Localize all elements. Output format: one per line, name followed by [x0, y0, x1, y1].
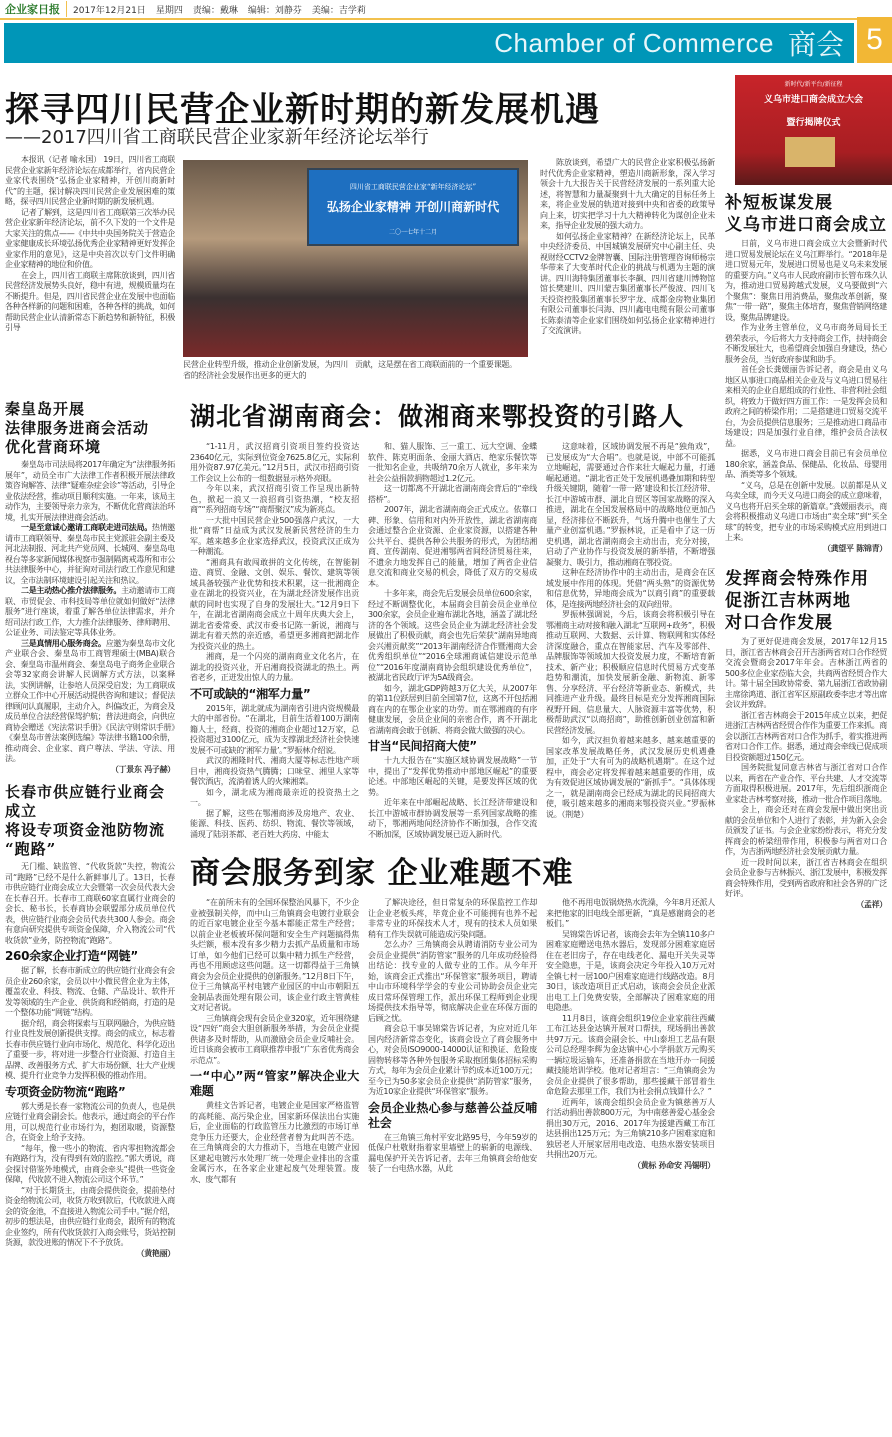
paragraph: 在会上，四川省工商联主席陈放谈到，四川省民营经济发展势头良好，稳中有进，规模质量均在不断提升。但是，四川省民营企业在发展中也面临各种各样新的问题和困难，各种各样的挑战，如何帮助民营企业认清新常态下新趋势和新特征，积极引导 — [5, 270, 175, 332]
subheading: 不可或缺的“湘军力量” — [190, 686, 311, 701]
byline: （龚望平 陈锦青） — [822, 543, 887, 553]
weekday: 星期四 — [155, 5, 183, 16]
paragraph: 记者了解到，这是四川省工商联第三次举办民营企业家新年经济论坛，前不久下发的一个文件是大家关注的焦点——《中共中央国务院关于营造企业家健康成长环境弘扬优秀企业家精神更好发挥企业家作用的意见》，这是中央首次以专门文件明确企业家精神的地位和价值。 — [5, 207, 175, 269]
right-column — [725, 192, 887, 910]
hubei-column-2 — [368, 442, 537, 798]
headline-line: 发挥商会特殊作用 — [725, 569, 869, 589]
paragraph: 据悉，义乌市进口商会目前已有会员单位180余家，涵盖食品、保健品、化妆品、母婴用品、酒类等多个领域。 — [725, 449, 887, 479]
paragraph: 据了解，长春市新成立的供应链行业商会有会员企业260余家，会员以中小微民营企业为主体，覆盖农业、科技、物流、仓储、产品设计、软件开发等领域的生产企业、供货商和经销商，打造的是一个整体功能“网链”结构。 — [5, 966, 175, 1017]
art-credit: 美编：吉学莉 — [311, 5, 366, 16]
paragraph: 如今，湖北GDP跨越3万亿大关，从2007年的第11位跃居到目前全国第7位，这离不开包括湘商在内的在鄂企业家的功劳。而在鄂湘商的有序健康发展，会员企业间的亲密合作，离不开湖北省湖南商会敢于创新、将商会做大做强的决心。 — [368, 683, 537, 735]
left-column — [5, 400, 175, 1259]
lead-subtitle: ——2017四川省工商联民营企业家新年经济论坛举行 — [5, 127, 429, 148]
subheading: 专项资金防物流“跑路” — [5, 1084, 126, 1099]
section-title-en: Chamber of Commerce — [494, 27, 774, 58]
subheading: 一“中心”两“管家”解决企业大难题 — [190, 1069, 359, 1098]
paragraph: 湘商，是一个闪亮的湖南商业文化名片，在湖北的投资兴业，开启湘商投资湖北的热土。两省老乡，正迸发出惊人的力量。 — [190, 652, 359, 682]
paragraph: 商会总干事吴锦棠告诉记者，为应对近几年国内经济新常态变化，该商会设立了商会服务中心，对会员ISO9000-14000认证和换证、危险废固物转移等各种外包服务采取抱团集体招标采购方式，每年为会员企业累计节约成本近100万元；至今已为50多家会员企业提供“消防管家”服务，为近10家企业提供“环保管家”服务。 — [368, 1024, 537, 1096]
yiwu-body — [725, 239, 887, 554]
zhongshan-column-1 — [190, 898, 359, 1185]
paragraph: 一大批中国民营企业500强落户武汉，一大批“商帮”日益成为武汉发展新民营经济的生力军。越来越多企业家选择武汉，投资武汉正成为一种潮流。 — [190, 515, 359, 556]
paragraph: 罗振林强调说，今后，该商会将积极引导在鄂湘商主动对接和融入湖北“互联网+政务”，积极推动互联网、大数据、云计算、物联网和实体经济深度融合，重点在智能家居、汽车及零部件、品牌服饰等领域加大投资发展力度，不断培育新技术、新产业；积极顺应信息时代贸易方式变革趋势和潮流，加快发展新金融、新物流、新零售、分享经济、平台经济等新业态、新模式，共同推进产业升级。最终目标是充分发挥湘商国际视野开阔、信息量大、人脉资源丰富等优势，积极帮助武汉“以商招商”，助推创新创业创富和新民营经济发展。 — [546, 610, 715, 735]
paragraph: “1-11月，武汉招商引资项目签约投资达23640亿元，实际到位资金7625.8亿元，实际利用外资87.97亿美元。”12月5日，武汉市招商引资工作会议上公布的一组数据显示格外亮眼。 — [190, 442, 359, 483]
paragraph: 在三角镇三角村平安北路95号，今年59岁的低保户杜敬财指着家里墙壁上的崭新的电源线、漏电保护开关告诉记者，去年三角镇商会给他安装了一台电热水器，从此 — [368, 1132, 537, 1173]
headline-line: 义乌市进口商会成立 — [725, 215, 887, 235]
paragraph: 武汉的湘隆时代、湘商大厦等标志性地产项目中，湘商投资热气腾腾；口味堂、湘里人家等餐饮酒店，流淌着诱人的火辣湘菜。 — [190, 756, 359, 786]
byline: （丁景东 冯子赫） — [110, 764, 175, 774]
zhongshan-column-3 — [546, 898, 715, 1171]
paragraph: 如今，武汉担负着越来越多、越来越重要的国家改革发展战略任务，武汉发展历史机遇叠加，正处于“大有可为的战略机遇期”。在这个过程中，商会必定将发挥着越来越重要的作用，成为有效促进区域协调发展的“新抓手”。“具体体现之一，就是湖南商会已经成为湖北的民间招商大使，吸引越来越多的湘商来鄂投资兴业。”罗振林说。（荆楚） — [546, 736, 715, 819]
subheading: 会员企业热心参与慈善公益反哺社会 — [368, 1100, 537, 1130]
headline-line: 法律服务进商会活动 — [5, 419, 150, 437]
lead-in: 三是真情用心服务商会。 — [21, 638, 106, 648]
subheading: 甘当“民间招商大使” — [368, 739, 477, 753]
zhejiang-body — [725, 637, 887, 910]
paragraph: 11月8日，该商会组织19位企业家前往西藏工布江达县金达镇开展对口帮扶，现场捐出善款共97万元。该商会副会长、中山泰坦工艺品有限公司总经理李辉为金达镇中心小学捐款万元购买一辆垃圾运输车，还准备捐款在当地开办一间援藏技能培训学校。他对记者坦言：“三角镇商会为会员企业提供了很多帮助，那些援藏干部冒着生命危险去那里工作，我们为社会捐点钱算什么？” — [546, 1013, 715, 1096]
changchun-body — [5, 862, 175, 1259]
byline: （黄艳丽） — [136, 1248, 175, 1258]
zhejiang-headline — [725, 568, 887, 634]
editor-credit: 责编：戴琳 — [192, 5, 238, 16]
paragraph: 秦皇岛市司法局将2017年确定为“法律服务拓展年”，动员全市广大法律工作者积极开展法律政策咨询解答、法律“疑难杂症会诊”等活动，引导企业依法经营，推动项目顺利实施。一年来，该局主动作为，主要领导亲力亲为，不断优化营商法治环境，扎实开展法律进商会活动。 — [5, 460, 175, 522]
paragraph — [5, 523, 175, 586]
paragraph — [5, 586, 175, 639]
photo-text: 新时代/新平台/新征程 — [784, 81, 843, 88]
middle-column — [190, 400, 715, 1185]
headline-line: 长春市供应链行业商会成立 — [5, 783, 166, 820]
paragraph: 2015年，湖北就成为湖南省引进内资规模最大的中部省份。“在湖北，目前生活着100万湖南籍人士，经商、投资的湘商企业超过12万家，总投资超过3100亿元，成为支撑湖北经济社会快速发展不可或缺的‘湘军力量’。”罗振林介绍说。 — [190, 703, 359, 755]
headline-line: 将设专项资金池防物流 — [5, 821, 166, 839]
paragraph: 他不再用电饭锅烧热水洗澡，今年8月还派人来把他家的旧电线全部更新，“真是感谢商会的老板们。” — [546, 898, 715, 928]
paragraph: 浙江省吉林商会于2015年成立以来，把促进浙江吉林两省经贸合作作为重要工作来抓。商会以浙江吉林两省对口合作为抓手，着实推进两省对口合作工作。据悉，通过商会牵线已促成项目投资额超过150亿元。 — [725, 710, 887, 762]
paragraph: 如今，湖北成为湘商最亲近的投资热土之一。 — [190, 787, 359, 807]
screen-line-1: 四川省工商联民营企业家“新年经济论坛” — [349, 183, 477, 191]
paragraph: 十多年来，商会先后发展会员单位600余家，经过不断调整优化，本届商会目前会员企业单位300余家，会员企业遍布湖北各地，涵盖了湖北经济的各个领域。这些会员企业为湖北经济社会发展做出了积极贡献，商会也先后荣获“湖南异地商会兴湘贡献奖”“2013年湖南经济合作暨湘商大会优秀组织单位”“2016全球湘商诚信建设示范单位”“2016年度湖南商协会组织建设优秀单位”，被湖北省民政厅评为5A级商会。 — [368, 589, 537, 682]
headline-line: 优化营商环境 — [5, 438, 102, 456]
paragraph — [5, 639, 175, 765]
zhongshan-headline: 商会服务到家 企业难题不难 — [190, 856, 574, 891]
paragraph-text: 应邀为秦皇岛市文化产业联合会、秦皇岛市工商管理硕士(MBA)联合会、秦皇岛市温州商会、秦皇岛电子商务企业联合会等32家商会讲解人民调解方式方法，以案释法，实例讲解，让参培人员深受启发；为工商联成立群众工作中心开展活动提供咨询和建议；督促法律顾问认真履职，主动介入，纠偏改正，为商会及成员单位合法经营保驾护航；普法进商会，向供应商协会赠送《宪法常识手册》《民法守则常识手册》《秦皇岛市普法案例选编》等法律书籍100余册，推动商会、企业家、商户尊法、学法、守法、用法。 — [5, 638, 176, 763]
qinhuangdao-body — [5, 460, 175, 775]
paragraph: 这意味着，区域协调发展不再是“独角戏”，已发展成为“大合唱”。也就是说，中部不可能孤立地崛起，需要通过合作来壮大崛起力量，打通崛起通道。“湖北省正处于发展机遇叠加期和转型升级关键期，随着‘一带一路’建设和长江经济带、长江中游城市群、湖北自贸区等国家战略的深入推进，湖北在全国发展格局中的战略地位更加凸显，经济排位不断跃升，气场升腾中也催生了大量产业创富机遇。”罗振林说，正是看中了这一历史机遇，湖北省湖南商会主动出击，充分对接，启动了产业协作与投资发展的新举措，不断增强凝聚力、吸引力，推动湘商在鄂投资。 — [546, 442, 715, 567]
paragraph-text: 热情邀请市工商联领导、秦皇岛市民主党派驻会副主委及河北法制报、河北共产党员网、长城网、秦皇岛电视台等多家新闻媒体视察市强制隔离戒毒所和市公共法律服务中心，并征询对司法行政工作意见和建议，全市法制环境建设引起关注和热议。 — [5, 523, 176, 585]
paragraph: 近年来在中部崛起战略、长江经济带建设和长江中游城市群协调发展等一系列国家战略的推动下，鄂湘两地间经济协作不断加强，合作交流不断加深，区域协调发展已迈入新时代。 — [368, 798, 537, 839]
lead-caption-b — [355, 360, 525, 371]
paragraph: 了解决途径，但日常复杂的环保监控工作却让企业老板头疼，毕竟企业不可能拥有也养不起非常专业的环保技术人才，现有的技术人员如果稍有工作失误就可能造成污染问题。 — [368, 898, 537, 939]
top-info-bar — [0, 0, 892, 20]
paragraph: “义乌，总是在创新中发展。以前都是从义乌卖全球，而今天义乌进口商会的成立意味着，义乌也将开启买全球的新篇章。”龚媛丽表示，商会将积极推动义乌进口市场由“卖全球”到“买全球”的转变，把专业的市场采购模式应用到进口上来。 — [725, 480, 887, 542]
paragraph: 国务院批复同意吉林省与浙江省对口合作以来，两省在产业合作、平台共建、人才交流等方面取得积极进展。2017年，先后组织浙商企业家赴吉林考察对接，推动一批合作项目落地。 — [725, 763, 887, 804]
zhongshan-body — [190, 898, 715, 1185]
headline-line: 对口合作发展 — [725, 613, 833, 633]
byline: （孟祥） — [856, 899, 887, 909]
lead-headline: 探寻四川民营企业新时期的新发展机遇 — [5, 90, 600, 130]
issue-date: 2017年12月21日 — [73, 5, 146, 16]
lead-caption-a — [183, 360, 348, 381]
caption-text: 民营企业转型升级，推动企业创新发展，为四川省的经济社会发展作出更多的更大的 — [183, 360, 348, 380]
byline: （黄标 孙命安 冯锡明） — [633, 1160, 715, 1170]
screen-line-2: 弘扬企业家精神 开创川商新时代 — [326, 200, 500, 214]
paragraph: 2007年，湖北省湖南商会正式成立。依靠口碑、形象、信用和对内外开放性，湖北省湖南商会通过整合企业资源、企业家资源，以搭建各种公共平台、提供各种公共服务的形式，为团结湘商、宣传湖南、促进湘鄂两省间经济贸易往来，不遗余力地发挥自己的能量，增加了两省企业信息交流和商业交易的机会，降低了双方的交易成本。 — [368, 505, 537, 588]
paragraph: 和、猫人服饰、三一重工、远大空调、金蝶软件、陈克明面条、金丽大酒店、绝家乐餐饮等一批知名企业，共吸纳70余万人就业，多年来为社会公益捐款捐物超过1.2亿元。 — [368, 442, 537, 483]
paragraph: 郭大勇是长春一家物流公司的负责人，也是供应链行业商会副会长。他表示，通过商会的平台作用，可以规范行业市场行为，抱团取暖，资源整合，在资金上给予支持。 — [5, 1101, 175, 1142]
lead-in: 二是主动热心推介法律服务。 — [21, 586, 122, 595]
paragraph: 这种在经济协作中的主动出击，是商会在区域发展中作用的体现。凭借“两头熟”的资源优势和信息优势，异地商会成为“以商引商”的重要载体，是连接两地经济社会的双向纽带。 — [546, 568, 715, 609]
screen-line-3: 二〇一七年十二月 — [388, 229, 437, 236]
lead-column-3 — [540, 158, 715, 337]
paragraph: 怎么办？三角镇商会从聘请消防专业公司为会员企业提供“消防管家”服务的几年成功经验得出结论：找专业的人做专业的工作。从今年开始，该商会正式推出“环保管家”服务项目，聘请中山市环境科学学会的专业公司协助会员企业完成日常环保管理工作，派出环保工程师到企业现场提供技术指导等，彻底解决企业在环保方面的后顾之忧。 — [368, 940, 537, 1023]
caption-text: 贡献，这是摆在省工商联面前的一个重要课题。 — [355, 360, 517, 369]
paragraph: 吴锦棠告诉记者，该商会去年为全镇110多户困难家庭赠送电热水器后，发现部分困难家庭居住在老旧房子，存在电线老化、漏电开关失灵等安全隐患，于是，该商会决定今年投入10万元对全镇七村一居100户困难家庭进行线路改造。8月30日，该改造项目正式启动，该商会会员企业派出电工上门免费安装，全部解决了困难家庭的用电隐患。 — [546, 929, 715, 1012]
paragraph: 陈放谈到，希望广大的民营企业家积极弘扬新时代优秀企业家精神，塑造川商新形象，深入学习领会十九大报告关于民营经济发展的一系列重大论述，将智慧和力量凝聚到十九大确定的目标任务上来，将企业发展的轨道对接到中央和省委的政策导向上来，切实把学习十九大精神转化为谋创企业未来，指导企业发展的强大动力。 — [540, 158, 715, 230]
hubei-column-1 — [190, 442, 359, 840]
changchun-headline — [5, 783, 175, 859]
photo-text: 义乌市进口商会成立大会 — [763, 95, 863, 105]
paragraph: 十九大报告在“实施区域协调发展战略”一节中，提出了“发挥优势推动中部地区崛起”的重要论述。中部地区崛起的关键，是要发挥区域的优势。 — [368, 756, 537, 797]
section-banner — [4, 23, 854, 63]
paragraph: 无门槛、缺监管、“代收货款”失控，物流公司“跑路”已经不是什么新鲜事儿了。13日，长春市供应链行业商会成立大会暨第一次会员代表大会在长春召开。长春市工商联60家直属行业商会的会长、秘书长，长春商协会联盟部分成员单位代表，供应链行业商会会员代表共300人参会。商会有意向研究提供专项资金保障，介入物流公司“代收货款”业务，防控物流“跑路”。 — [5, 862, 175, 945]
lead-in: 一是至意诚心邀请工商联走进司法局。 — [21, 523, 152, 532]
plaque — [785, 137, 835, 167]
paragraph: 作为业务主管单位，义乌市商务局局长王碧荣表示，今后将大力支持商会工作，扶持商会不断发展壮大，也希望商会加强自身建设，热心服务会员，当好政府参谋和助手。 — [725, 323, 887, 364]
paragraph: “每年，像一些小的物流、省内零担物流都会有跑路行为，没有得到有效的监控。”郭大勇说，商会探讨借鉴外地模式，由商会牵头“提供一些资金保障，代收款不进入物流公司这个环节。” — [5, 1143, 175, 1184]
masthead-logo: 企业家日报 — [5, 1, 67, 17]
forum-screen — [307, 168, 519, 246]
headline-line: 促浙江吉林两地 — [725, 591, 851, 611]
paragraph: 三角镇商会现有会员企业320家，近年围绕建设“四好”商会大胆创新服务举措，为会员企业提供诸多及时帮助，从而激励会员企业反哺社会。近日该商会被市工商联推荐申报“广东省优秀商会示范点”。 — [190, 1013, 359, 1065]
paragraph: “在前所未有的全国环保整治风暴下，不少企业被强制关停，而中山三角镇商会电镀行业联会的近百家电镀企业至今基本都能正常生产经营；以前企业老板被环保问题和安全生产问题搞得焦头烂额，根本没有多少精力去抓产品质量和市场订单，如今他们已经可以集中精力抓生产经营，再也不用顾虑这些问题。这一切都得益于三角镇商会为会员企业提供的创新服务。”12月8日下午，位于三角镇高平村电镀产业园区的中山市朝阳五金制品表面处理有限公司，该企业行政主管黄桂文对记者说。 — [190, 898, 359, 1012]
hubei-body — [190, 442, 715, 840]
paragraph: 日前，义乌市进口商会成立大会暨新时代进口贸易发展论坛在义乌江畔举行。“2018年是进口贸易元年，发展进口贸易也是义乌未来发展的重要方向。”义乌市人民政府副市长管布珠久认为，推动进口贸易跨越式发展，义乌要做到“六个聚焦”：聚焦日用消费品，聚焦改革创新，聚焦“一带一路”，聚焦主体培育，聚焦营销网络建设，聚焦品牌建设。 — [725, 239, 887, 322]
paragraph: 本报讯（记者 喻永国） 19日，四川省工商联民营企业家新年经济论坛在成都举行，省内民营企业家代表围绕“弘扬企业家精神，开创川商新时代”的主题，探讨解决四川民营企业发展困难的策略，探寻四川民营企业新时期的新发展机遇。 — [5, 155, 175, 206]
paragraph: 今年以来，武汉招商引资工作呈现出新特色，掀起一浪又一浪招商引资热潮，“校友招商”“系列招商专场”“商帮聚汉”成为新亮点。 — [190, 484, 359, 514]
yiwu-headline — [725, 192, 887, 236]
paragraph: “湘商具有敢闯敢拼的文化传统，在智能制造、商贸、金融、文创、娱乐、餐饮、建筑等领域具备较强产业优势和技术积累，这一批湘商企业在湖北的投资兴业，在为湖北经济发展作出贡献的同时也实现了自身的发展壮大。”12月9日下午，在湖北省湖南商会成立十周年庆典大会上，湖北省委常委、武汉市委书记陈一新说，湘商与湖北有着天然的亲近感，希望更多湘商把湖北作为投资兴业的热土。 — [190, 557, 359, 651]
layout-credit: 编辑：刘静芬 — [247, 5, 302, 16]
forum-photo — [183, 160, 528, 357]
paragraph: “对于长期货主，由商会提供资金，提前垫付资金给物流公司，收货方收到款后，代收款进入商会的资金池，不直接进入物流公司手中。”据介绍，初步的想法是，由供应链行业商会，跟所有的物流企业签约，所有代收货款打入商会账号，货站控制货源，款没进账的情况下不予放货。 — [5, 1185, 175, 1247]
paragraph: 为了更好促进商会发展，2017年12月15日，浙江省吉林商会召开吉浙两省对口合作经贸交流会暨商会2017年年会。吉林浙江两省的500多位企业家莅临大会，共商两省经贸合作大计。第十届全国政协常委、第九届浙江省政协副主席徐鸿道、浙江省军区原副政委李忠才等出席会议并致辞。 — [725, 637, 887, 709]
headline-line: 秦皇岛开展 — [5, 400, 86, 418]
zhongshan-column-2 — [368, 898, 537, 1175]
paragraph: 近一段时间以来，浙江省吉林商会在组织会员企业参与吉林振兴、浙江发展中，积极发挥商会特殊作用，受到两省政府和社会各界的广泛好评。 — [725, 857, 887, 898]
paragraph: 黄桂文告诉记者，电镀企业是国家严格监管的高耗能、高污染企业，国家新环保法出台实施后，企业面临的行政监管压力比激烈的市场订单竞争压力还要大，企业经营者曾为此叫苦不迭。在三角镇商会的大力推动下，当地在电镀产业园区建起电镀污水处理厂统一处理企业排出的含重金属污水，在各家企业建起废气处理装置。废水、废气都有 — [190, 1101, 359, 1184]
section-title-cn: 商会 — [787, 28, 844, 61]
paragraph: 首任会长龚媛丽告诉记者，商会是由义乌地区从事进口商品相关企业及与义乌进口贸易往来相关的企业自愿组成的行业性、非营利社会组织，将致力于做好四方面工作：一是发挥会员和政府之间的桥梁作用；二是搭建进口贸易交流平台，为会员提供信息服务；三是推动进口商品市场建设；四是加强行业自律，维护会员合法权益。 — [725, 365, 887, 448]
subheading: 260余家企业打造“网链” — [5, 949, 138, 963]
paragraph: 这一切都离不开湖北省湖南商会背后的“牵线搭桥”。 — [368, 484, 537, 504]
paragraph: 据介绍，商会将探索与互联网融合，为供应链行业良性发展创新提供支撑。商会的成立，标志着长春市供应链行业向市场化、规范化、科学化迈出了重要一步，将对进一步整合行业资源、打造自主品牌、改善服务方式、扩大市场份额、壮大产业规模、提升行业竞争力发挥积极的推动作用。 — [5, 1018, 175, 1080]
paragraph: 如何弘扬企业家精神？在新经济论坛上，民革中央经济委员、中国城镇发展研究中心副主任、央视财经CCTV2金牌智囊、国际注册管理咨询师杨宗华带来了大变革时代企业的挑战与机遇为主题的演讲。四川海特集团董事长李飙、四川省建川博物馆馆长樊建川、四川蒙吉集团董事长严俊波、四川飞天投资控股集团董事长罗宇龙、成都金房物业集团有限公司董事长闫海、四川鑫电电缆有限公司董事长陈泰清等企业家们围绕如何弘扬企业家精神进行了交流演讲。 — [540, 231, 715, 335]
page-number: 5 — [857, 17, 892, 63]
hubei-headline: 湖北省湖南商会：做湘商来鄂投资的引路人 — [190, 402, 685, 431]
paragraph: 据了解，这些在鄂湘商涉及房地产、农业、能源、科技、医药、纺织、物流、餐饮等领域，涌现了陆羽茶都、老百姓大药房、中能太 — [190, 808, 359, 839]
photo-text: 暨行揭牌仪式 — [786, 118, 841, 128]
paragraph-text: 主动邀请市工商联、市贸促会、市科技局等单位就如何做好“法律服务”进行座谈，着重了解各单位法律需求，并介绍司法行政工作，大力推介法律服务、律师聘用、公证业务、司法鉴定等具体业务。 — [5, 586, 176, 637]
paragraph: 会上，商会还对在商会发展中做出突出贡献的会员单位和个人进行了表彰，并为新入会会员颁发了证书。与会企业家纷纷表示，将充分发挥商会的桥梁纽带作用，积极参与两省对口合作，为吉浙两地经济社会发展贡献力量。 — [725, 805, 887, 856]
lead-column-1 — [5, 155, 175, 334]
paragraph: 近两年，该商会组织会员企业为镇慈善万人行活动捐出善款800万元，为中南慈善爱心基金会捐出30万元，2016、2017年为援建西藏工布江达县捐出125万元；为三角镇210多户困难家庭和独居老人开展家居用电改造、电热水器安装项目共捐出20万元。 — [546, 1097, 715, 1159]
yiwu-photo — [735, 75, 892, 185]
headline-line: “跑路” — [5, 840, 57, 858]
headline-line: 补短板谋发展 — [725, 193, 833, 213]
qinhuangdao-headline — [5, 400, 175, 457]
